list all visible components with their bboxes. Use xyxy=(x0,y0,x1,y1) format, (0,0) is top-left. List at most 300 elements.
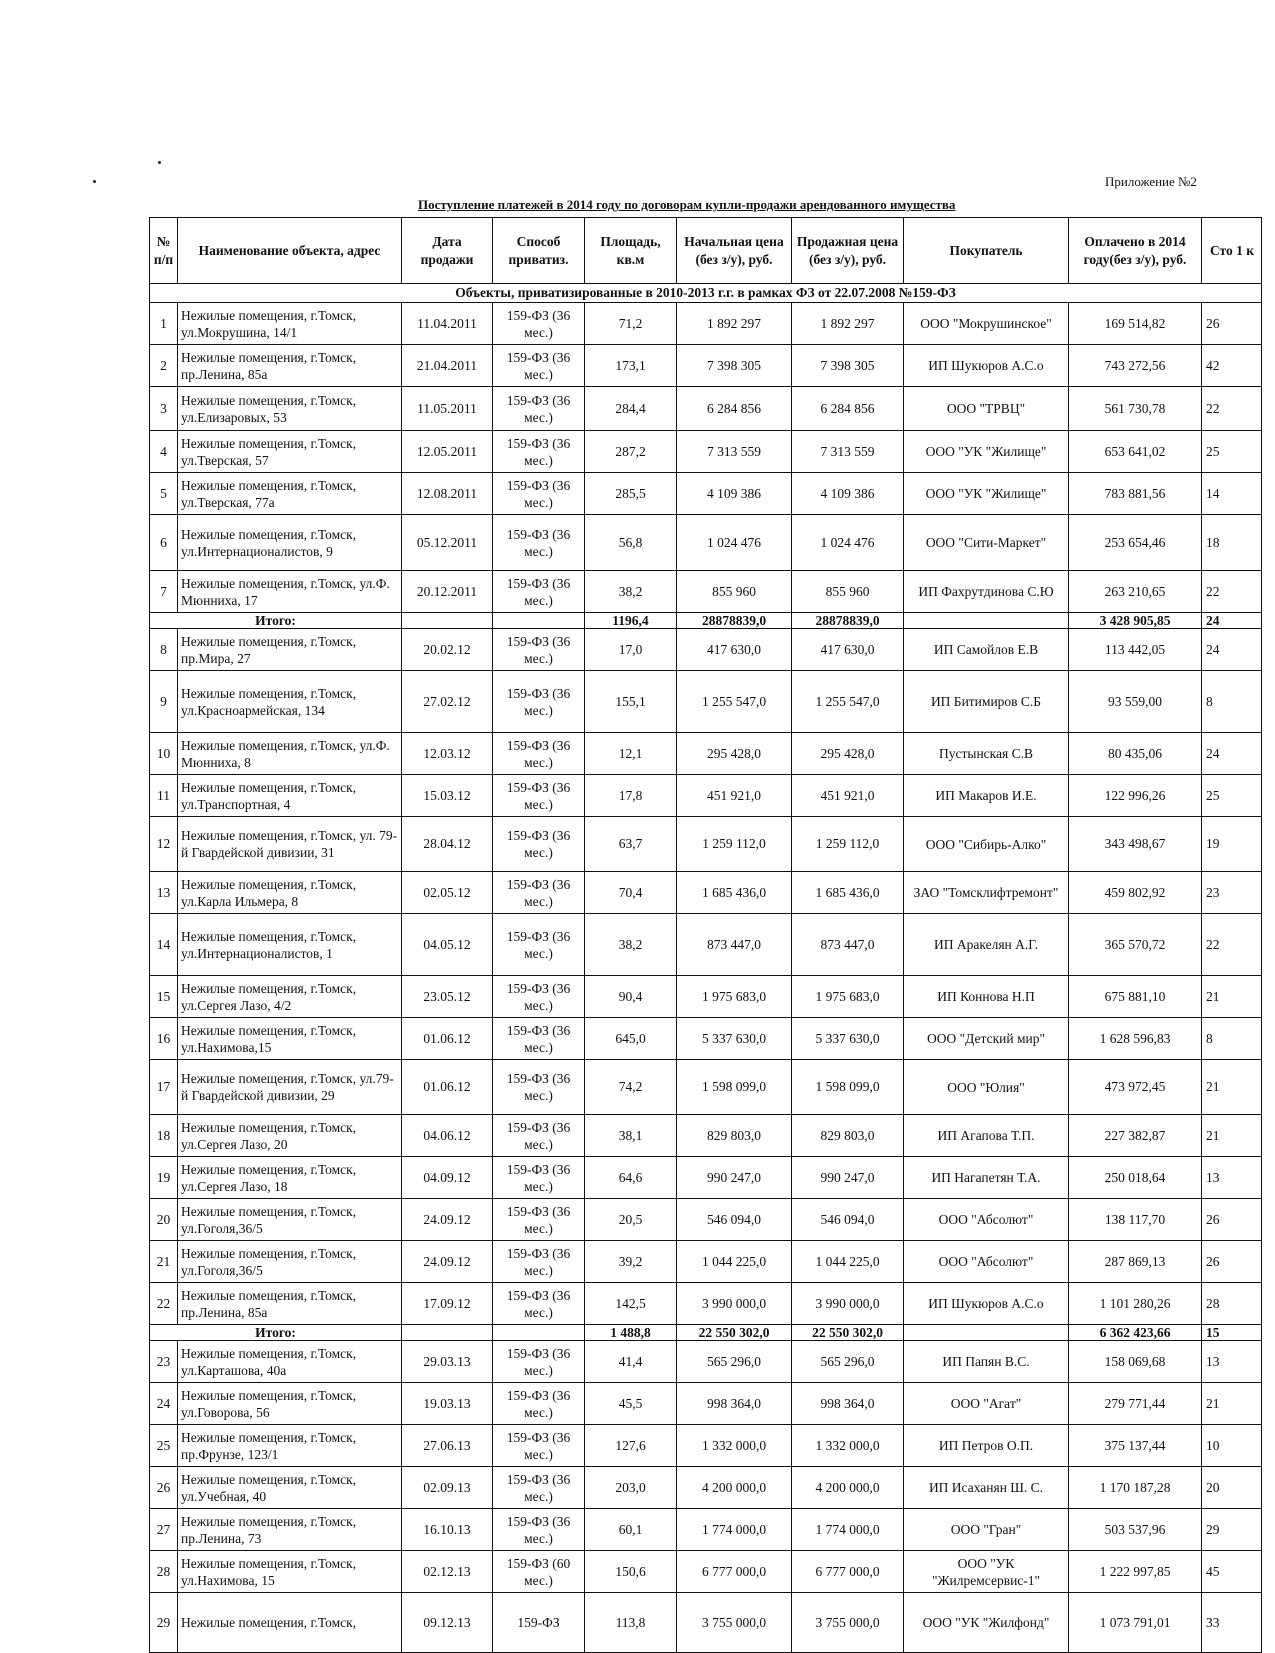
cut-off-value: 45 xyxy=(1202,1551,1262,1593)
sale-price: 1 892 297 xyxy=(792,303,904,345)
row-number: 16 xyxy=(150,1018,178,1060)
table-row xyxy=(150,1383,1262,1425)
header-buyer: Покупатель xyxy=(904,218,1069,284)
privatization-method: 159-ФЗ (36 мес.) xyxy=(493,1509,585,1551)
sale-date: 12.03.12 xyxy=(402,733,493,775)
start-price: 7 398 305 xyxy=(677,345,792,387)
sale-date: 28.04.12 xyxy=(402,817,493,872)
row-number: 11 xyxy=(150,775,178,817)
sale-date: 12.08.2011 xyxy=(402,473,493,515)
table-row xyxy=(150,1115,1262,1157)
sale-price: 6 777 000,0 xyxy=(792,1551,904,1593)
sale-price: 295 428,0 xyxy=(792,733,904,775)
total-paid: 3 428 905,85 xyxy=(1069,613,1202,629)
cut-off-value: 22 xyxy=(1202,387,1262,431)
total-cut-off-value: 24 xyxy=(1202,613,1262,629)
start-price: 565 296,0 xyxy=(677,1341,792,1383)
area: 142,5 xyxy=(585,1283,677,1325)
sale-date: 21.04.2011 xyxy=(402,345,493,387)
object-name: Нежилые помещения, г.Томск, ул.Учебная, 40 xyxy=(178,1467,402,1509)
row-number: 29 xyxy=(150,1593,178,1653)
paid-2014: 343 498,67 xyxy=(1069,817,1202,872)
sale-date: 01.06.12 xyxy=(402,1060,493,1115)
object-name: Нежилые помещения, г.Томск, ул. 79-й Гвардейской дивизии, 31 xyxy=(178,817,402,872)
object-name: Нежилые помещения, г.Томск, ул.Мокрушина, 14/1 xyxy=(178,303,402,345)
total-area: 1196,4 xyxy=(585,613,677,629)
cut-off-value: 25 xyxy=(1202,431,1262,473)
paid-2014: 253 654,46 xyxy=(1069,515,1202,571)
row-number: 4 xyxy=(150,431,178,473)
paid-2014: 365 570,72 xyxy=(1069,914,1202,976)
object-name: Нежилые помещения, г.Томск, ул.Сергея Лазо, 4/2 xyxy=(178,976,402,1018)
empty-cell xyxy=(904,1325,1069,1341)
cut-off-value: 22 xyxy=(1202,571,1262,613)
paid-2014: 675 881,10 xyxy=(1069,976,1202,1018)
table-row xyxy=(150,976,1262,1018)
table-row xyxy=(150,733,1262,775)
sale-date: 11.04.2011 xyxy=(402,303,493,345)
buyer: ООО "Мокрушинское" xyxy=(904,303,1069,345)
sale-price: 873 447,0 xyxy=(792,914,904,976)
area: 63,7 xyxy=(585,817,677,872)
table-row xyxy=(150,345,1262,387)
sale-date: 05.12.2011 xyxy=(402,515,493,571)
cut-off-value: 18 xyxy=(1202,515,1262,571)
cut-off-value: 29 xyxy=(1202,1509,1262,1551)
paid-2014: 459 802,92 xyxy=(1069,872,1202,914)
buyer: ЗАО "Томсклифтремонт" xyxy=(904,872,1069,914)
area: 90,4 xyxy=(585,976,677,1018)
row-number: 13 xyxy=(150,872,178,914)
table-row xyxy=(150,1018,1262,1060)
row-number: 1 xyxy=(150,303,178,345)
table-row xyxy=(150,1593,1262,1653)
sale-date: 02.05.12 xyxy=(402,872,493,914)
paid-2014: 250 018,64 xyxy=(1069,1157,1202,1199)
paid-2014: 263 210,65 xyxy=(1069,571,1202,613)
table-row xyxy=(150,431,1262,473)
sale-date: 04.05.12 xyxy=(402,914,493,976)
privatization-method: 159-ФЗ (36 мес.) xyxy=(493,629,585,671)
total-cut-off-value: 15 xyxy=(1202,1325,1262,1341)
cut-off-value: 22 xyxy=(1202,914,1262,976)
object-name: Нежилые помещения, г.Томск, ул.Транспортная, 4 xyxy=(178,775,402,817)
start-price: 1 259 112,0 xyxy=(677,817,792,872)
row-number: 27 xyxy=(150,1509,178,1551)
cut-off-value: 13 xyxy=(1202,1341,1262,1383)
total-sale-price: 28878839,0 xyxy=(792,613,904,629)
cut-off-value: 8 xyxy=(1202,671,1262,733)
start-price: 1 975 683,0 xyxy=(677,976,792,1018)
sale-date: 16.10.13 xyxy=(402,1509,493,1551)
cut-off-value: 21 xyxy=(1202,1115,1262,1157)
sale-date: 11.05.2011 xyxy=(402,387,493,431)
object-name: Нежилые помещения, г.Томск, ул.Ф. Мюнниха, 17 xyxy=(178,571,402,613)
header-name: Наименование объекта, адрес xyxy=(178,218,402,284)
table-row xyxy=(150,1467,1262,1509)
header-area: Площадь, кв.м xyxy=(585,218,677,284)
start-price: 1 255 547,0 xyxy=(677,671,792,733)
table-row xyxy=(150,1551,1262,1593)
paid-2014: 375 137,44 xyxy=(1069,1425,1202,1467)
table-row xyxy=(150,872,1262,914)
area: 285,5 xyxy=(585,473,677,515)
sale-price: 829 803,0 xyxy=(792,1115,904,1157)
start-price: 417 630,0 xyxy=(677,629,792,671)
row-number: 6 xyxy=(150,515,178,571)
start-price: 5 337 630,0 xyxy=(677,1018,792,1060)
object-name: Нежилые помещения, г.Томск, пр.Фрунзе, 123/1 xyxy=(178,1425,402,1467)
privatization-method: 159-ФЗ (36 мес.) xyxy=(493,431,585,473)
buyer: ООО "Юлия" xyxy=(904,1060,1069,1115)
sale-price: 1 685 436,0 xyxy=(792,872,904,914)
table-row xyxy=(150,671,1262,733)
area: 41,4 xyxy=(585,1341,677,1383)
object-name: Нежилые помещения, г.Томск, ул.Интернационалистов, 1 xyxy=(178,914,402,976)
privatization-method: 159-ФЗ (36 мес.) xyxy=(493,1425,585,1467)
empty-cell xyxy=(493,613,585,629)
buyer: ООО "Агат" xyxy=(904,1383,1069,1425)
start-price: 1 774 000,0 xyxy=(677,1509,792,1551)
object-name: Нежилые помещения, г.Томск, ул.Нахимова,15 xyxy=(178,1018,402,1060)
total-label: Итого: xyxy=(150,613,402,629)
table-row xyxy=(150,914,1262,976)
row-number: 17 xyxy=(150,1060,178,1115)
sale-price: 4 200 000,0 xyxy=(792,1467,904,1509)
paid-2014: 743 272,56 xyxy=(1069,345,1202,387)
table-row xyxy=(150,473,1262,515)
sale-price: 1 044 225,0 xyxy=(792,1241,904,1283)
table-row xyxy=(150,1283,1262,1325)
start-price: 546 094,0 xyxy=(677,1199,792,1241)
buyer: ИП Папян В.С. xyxy=(904,1341,1069,1383)
scan-speck xyxy=(158,161,161,164)
sale-date: 27.02.12 xyxy=(402,671,493,733)
sale-price: 1 774 000,0 xyxy=(792,1509,904,1551)
sale-price: 1 255 547,0 xyxy=(792,671,904,733)
start-price: 1 892 297 xyxy=(677,303,792,345)
sale-date: 19.03.13 xyxy=(402,1383,493,1425)
cut-off-value: 10 xyxy=(1202,1425,1262,1467)
object-name: Нежилые помещения, г.Томск, ул.Карла Ильмера, 8 xyxy=(178,872,402,914)
cut-off-value: 21 xyxy=(1202,1060,1262,1115)
object-name: Нежилые помещения, г.Томск, ул.Сергея Лазо, 20 xyxy=(178,1115,402,1157)
start-price: 6 284 856 xyxy=(677,387,792,431)
table-row xyxy=(150,1509,1262,1551)
object-name: Нежилые помещения, г.Томск, ул.Гоголя,36/5 xyxy=(178,1199,402,1241)
privatization-method: 159-ФЗ (36 мес.) xyxy=(493,775,585,817)
paid-2014: 80 435,06 xyxy=(1069,733,1202,775)
row-number: 28 xyxy=(150,1551,178,1593)
sale-price: 1 975 683,0 xyxy=(792,976,904,1018)
privatization-method: 159-ФЗ (36 мес.) xyxy=(493,303,585,345)
privatization-method: 159-ФЗ (36 мес.) xyxy=(493,387,585,431)
sale-price: 3 990 000,0 xyxy=(792,1283,904,1325)
header-cut: Сто 1 к xyxy=(1202,218,1262,284)
start-price: 3 990 000,0 xyxy=(677,1283,792,1325)
start-price: 1 685 436,0 xyxy=(677,872,792,914)
area: 12,1 xyxy=(585,733,677,775)
area: 645,0 xyxy=(585,1018,677,1060)
privatization-method: 159-ФЗ (36 мес.) xyxy=(493,1018,585,1060)
object-name: Нежилые помещения, г.Томск, ул.Карташова, 40а xyxy=(178,1341,402,1383)
paid-2014: 1 073 791,01 xyxy=(1069,1593,1202,1653)
document-title: Поступление платежей в 2014 году по договорам купли-продажи арендованного имущества xyxy=(418,197,956,212)
privatization-method: 159-ФЗ (36 мес.) xyxy=(493,1341,585,1383)
cut-off-value: 25 xyxy=(1202,775,1262,817)
row-number: 14 xyxy=(150,914,178,976)
buyer: ИП Битимиров С.Б xyxy=(904,671,1069,733)
buyer: ООО "Абсолют" xyxy=(904,1241,1069,1283)
object-name: Нежилые помещения, г.Томск, ул.79-й Гвардейской дивизии, 29 xyxy=(178,1060,402,1115)
cut-off-value: 19 xyxy=(1202,817,1262,872)
buyer: ООО "Гран" xyxy=(904,1509,1069,1551)
total-area: 1 488,8 xyxy=(585,1325,677,1341)
area: 71,2 xyxy=(585,303,677,345)
privatization-method: 159-ФЗ (36 мес.) xyxy=(493,1157,585,1199)
object-name: Нежилые помещения, г.Томск, xyxy=(178,1593,402,1653)
sale-price: 998 364,0 xyxy=(792,1383,904,1425)
sale-date: 01.06.12 xyxy=(402,1018,493,1060)
total-label: Итого: xyxy=(150,1325,402,1341)
area: 45,5 xyxy=(585,1383,677,1425)
area: 60,1 xyxy=(585,1509,677,1551)
sale-date: 20.12.2011 xyxy=(402,571,493,613)
area: 203,0 xyxy=(585,1467,677,1509)
sale-price: 565 296,0 xyxy=(792,1341,904,1383)
header-num: № п/п xyxy=(150,218,178,284)
paid-2014: 473 972,45 xyxy=(1069,1060,1202,1115)
start-price: 3 755 000,0 xyxy=(677,1593,792,1653)
table-row xyxy=(150,303,1262,345)
table-row xyxy=(150,1241,1262,1283)
buyer: ООО "УК "Жилище" xyxy=(904,473,1069,515)
privatization-method: 159-ФЗ (36 мес.) xyxy=(493,671,585,733)
buyer: ООО "Сибирь-Алко" xyxy=(904,817,1069,872)
paid-2014: 503 537,96 xyxy=(1069,1509,1202,1551)
sale-price: 1 332 000,0 xyxy=(792,1425,904,1467)
buyer: ИП Самойлов Е.В xyxy=(904,629,1069,671)
area: 39,2 xyxy=(585,1241,677,1283)
privatization-method: 159-ФЗ (36 мес.) xyxy=(493,976,585,1018)
sale-price: 417 630,0 xyxy=(792,629,904,671)
cut-off-value: 20 xyxy=(1202,1467,1262,1509)
sale-date: 15.03.12 xyxy=(402,775,493,817)
area: 20,5 xyxy=(585,1199,677,1241)
buyer: ИП Фахрутдинова С.Ю xyxy=(904,571,1069,613)
table-row xyxy=(150,1341,1262,1383)
appendix-label: Приложение №2 xyxy=(1105,174,1197,189)
paid-2014: 653 641,02 xyxy=(1069,431,1202,473)
row-number: 26 xyxy=(150,1467,178,1509)
buyer: ИП Шукюров А.С.о xyxy=(904,1283,1069,1325)
start-price: 4 109 386 xyxy=(677,473,792,515)
sale-date: 02.12.13 xyxy=(402,1551,493,1593)
table-row xyxy=(150,1157,1262,1199)
paid-2014: 122 996,26 xyxy=(1069,775,1202,817)
row-number: 2 xyxy=(150,345,178,387)
header-date: Дата продажи xyxy=(402,218,493,284)
paid-2014: 227 382,87 xyxy=(1069,1115,1202,1157)
paid-2014: 93 559,00 xyxy=(1069,671,1202,733)
cut-off-value: 26 xyxy=(1202,303,1262,345)
row-number: 22 xyxy=(150,1283,178,1325)
privatization-method: 159-ФЗ xyxy=(493,1593,585,1653)
header-row xyxy=(150,218,1262,284)
row-number: 23 xyxy=(150,1341,178,1383)
total-sale-price: 22 550 302,0 xyxy=(792,1325,904,1341)
buyer: ООО "Абсолют" xyxy=(904,1199,1069,1241)
start-price: 295 428,0 xyxy=(677,733,792,775)
table-row xyxy=(150,1060,1262,1115)
sale-price: 6 284 856 xyxy=(792,387,904,431)
sale-price: 1 259 112,0 xyxy=(792,817,904,872)
start-price: 1 024 476 xyxy=(677,515,792,571)
header-method: Способ приватиз. xyxy=(493,218,585,284)
sale-price: 3 755 000,0 xyxy=(792,1593,904,1653)
area: 64,6 xyxy=(585,1157,677,1199)
buyer: ИП Нагапетян Т.А. xyxy=(904,1157,1069,1199)
paid-2014: 1 170 187,28 xyxy=(1069,1467,1202,1509)
sale-price: 5 337 630,0 xyxy=(792,1018,904,1060)
cut-off-value: 21 xyxy=(1202,1383,1262,1425)
sale-date: 04.09.12 xyxy=(402,1157,493,1199)
payments-table xyxy=(149,217,1262,1653)
paid-2014: 287 869,13 xyxy=(1069,1241,1202,1283)
row-number: 3 xyxy=(150,387,178,431)
sale-price: 7 313 559 xyxy=(792,431,904,473)
sale-price: 1 598 099,0 xyxy=(792,1060,904,1115)
area: 17,0 xyxy=(585,629,677,671)
cut-off-value: 14 xyxy=(1202,473,1262,515)
area: 38,2 xyxy=(585,914,677,976)
area: 74,2 xyxy=(585,1060,677,1115)
area: 284,4 xyxy=(585,387,677,431)
start-price: 1 598 099,0 xyxy=(677,1060,792,1115)
privatization-method: 159-ФЗ (36 мес.) xyxy=(493,515,585,571)
privatization-method: 159-ФЗ (36 мес.) xyxy=(493,345,585,387)
privatization-method: 159-ФЗ (36 мес.) xyxy=(493,1060,585,1115)
object-name: Нежилые помещения, г.Томск, пр.Ленина, 85а xyxy=(178,1283,402,1325)
paid-2014: 561 730,78 xyxy=(1069,387,1202,431)
table-row xyxy=(150,817,1262,872)
sale-date: 20.02.12 xyxy=(402,629,493,671)
paid-2014: 158 069,68 xyxy=(1069,1341,1202,1383)
total-start-price: 28878839,0 xyxy=(677,613,792,629)
sale-price: 546 094,0 xyxy=(792,1199,904,1241)
area: 173,1 xyxy=(585,345,677,387)
buyer: ИП Макаров И.Е. xyxy=(904,775,1069,817)
table-row xyxy=(150,571,1262,613)
area: 38,1 xyxy=(585,1115,677,1157)
sale-price: 451 921,0 xyxy=(792,775,904,817)
cut-off-value: 13 xyxy=(1202,1157,1262,1199)
paid-2014: 113 442,05 xyxy=(1069,629,1202,671)
object-name: Нежилые помещения, г.Томск, ул.Гоголя,36/5 xyxy=(178,1241,402,1283)
object-name: Нежилые помещения, г.Томск, ул.Тверская, 57 xyxy=(178,431,402,473)
empty-cell xyxy=(402,613,493,629)
start-price: 4 200 000,0 xyxy=(677,1467,792,1509)
privatization-method: 159-ФЗ (60 мес.) xyxy=(493,1551,585,1593)
total-row xyxy=(150,613,1262,629)
start-price: 855 960 xyxy=(677,571,792,613)
area: 155,1 xyxy=(585,671,677,733)
table-row xyxy=(150,629,1262,671)
sale-date: 17.09.12 xyxy=(402,1283,493,1325)
row-number: 25 xyxy=(150,1425,178,1467)
row-number: 12 xyxy=(150,817,178,872)
start-price: 829 803,0 xyxy=(677,1115,792,1157)
cut-off-value: 33 xyxy=(1202,1593,1262,1653)
buyer: ИП Агапова Т.П. xyxy=(904,1115,1069,1157)
privatization-method: 159-ФЗ (36 мес.) xyxy=(493,733,585,775)
sale-price: 7 398 305 xyxy=(792,345,904,387)
header-paid: Оплачено в 2014 году(без з/у), руб. xyxy=(1069,218,1202,284)
object-name: Нежилые помещения, г.Томск, ул.Интернационалистов, 9 xyxy=(178,515,402,571)
section-title: Объекты, приватизированные в 2010-2013 г.г. в рамках ФЗ от 22.07.2008 №159-ФЗ xyxy=(150,284,1262,303)
row-number: 9 xyxy=(150,671,178,733)
privatization-method: 159-ФЗ (36 мес.) xyxy=(493,1383,585,1425)
start-price: 6 777 000,0 xyxy=(677,1551,792,1593)
total-start-price: 22 550 302,0 xyxy=(677,1325,792,1341)
area: 127,6 xyxy=(585,1425,677,1467)
start-price: 998 364,0 xyxy=(677,1383,792,1425)
empty-cell xyxy=(904,613,1069,629)
start-price: 1 332 000,0 xyxy=(677,1425,792,1467)
row-number: 18 xyxy=(150,1115,178,1157)
sale-price: 4 109 386 xyxy=(792,473,904,515)
table-row xyxy=(150,515,1262,571)
privatization-method: 159-ФЗ (36 мес.) xyxy=(493,914,585,976)
cut-off-value: 28 xyxy=(1202,1283,1262,1325)
buyer: ООО "УК "Жилремсервис-1" xyxy=(904,1551,1069,1593)
sale-date: 24.09.12 xyxy=(402,1199,493,1241)
sale-date: 09.12.13 xyxy=(402,1593,493,1653)
sale-price: 990 247,0 xyxy=(792,1157,904,1199)
paid-2014: 138 117,70 xyxy=(1069,1199,1202,1241)
privatization-method: 159-ФЗ (36 мес.) xyxy=(493,1283,585,1325)
object-name: Нежилые помещения, г.Томск, пр.Ленина, 85а xyxy=(178,345,402,387)
buyer: ООО "УК "Жилфонд" xyxy=(904,1593,1069,1653)
object-name: Нежилые помещения, г.Томск, ул.Сергея Лазо, 18 xyxy=(178,1157,402,1199)
privatization-method: 159-ФЗ (36 мес.) xyxy=(493,473,585,515)
object-name: Нежилые помещения, г.Томск, ул.Тверская, 77а xyxy=(178,473,402,515)
row-number: 5 xyxy=(150,473,178,515)
object-name: Нежилые помещения, г.Томск, ул.Елизаровых, 53 xyxy=(178,387,402,431)
table-row xyxy=(150,775,1262,817)
start-price: 873 447,0 xyxy=(677,914,792,976)
object-name: Нежилые помещения, г.Томск, ул.Говорова, 56 xyxy=(178,1383,402,1425)
sale-price: 1 024 476 xyxy=(792,515,904,571)
total-row xyxy=(150,1325,1262,1341)
privatization-method: 159-ФЗ (36 мес.) xyxy=(493,1467,585,1509)
buyer: ООО "Детский мир" xyxy=(904,1018,1069,1060)
sale-date: 02.09.13 xyxy=(402,1467,493,1509)
privatization-method: 159-ФЗ (36 мес.) xyxy=(493,1241,585,1283)
table-row xyxy=(150,1199,1262,1241)
row-number: 8 xyxy=(150,629,178,671)
start-price: 1 044 225,0 xyxy=(677,1241,792,1283)
cut-off-value: 26 xyxy=(1202,1199,1262,1241)
buyer: ИП Аракелян А.Г. xyxy=(904,914,1069,976)
object-name: Нежилые помещения, г.Томск, пр.Ленина, 73 xyxy=(178,1509,402,1551)
buyer: ООО "УК "Жилище" xyxy=(904,431,1069,473)
cut-off-value: 42 xyxy=(1202,345,1262,387)
paid-2014: 783 881,56 xyxy=(1069,473,1202,515)
sale-date: 29.03.13 xyxy=(402,1341,493,1383)
cut-off-value: 24 xyxy=(1202,629,1262,671)
object-name: Нежилые помещения, г.Томск, ул.Нахимова, 15 xyxy=(178,1551,402,1593)
